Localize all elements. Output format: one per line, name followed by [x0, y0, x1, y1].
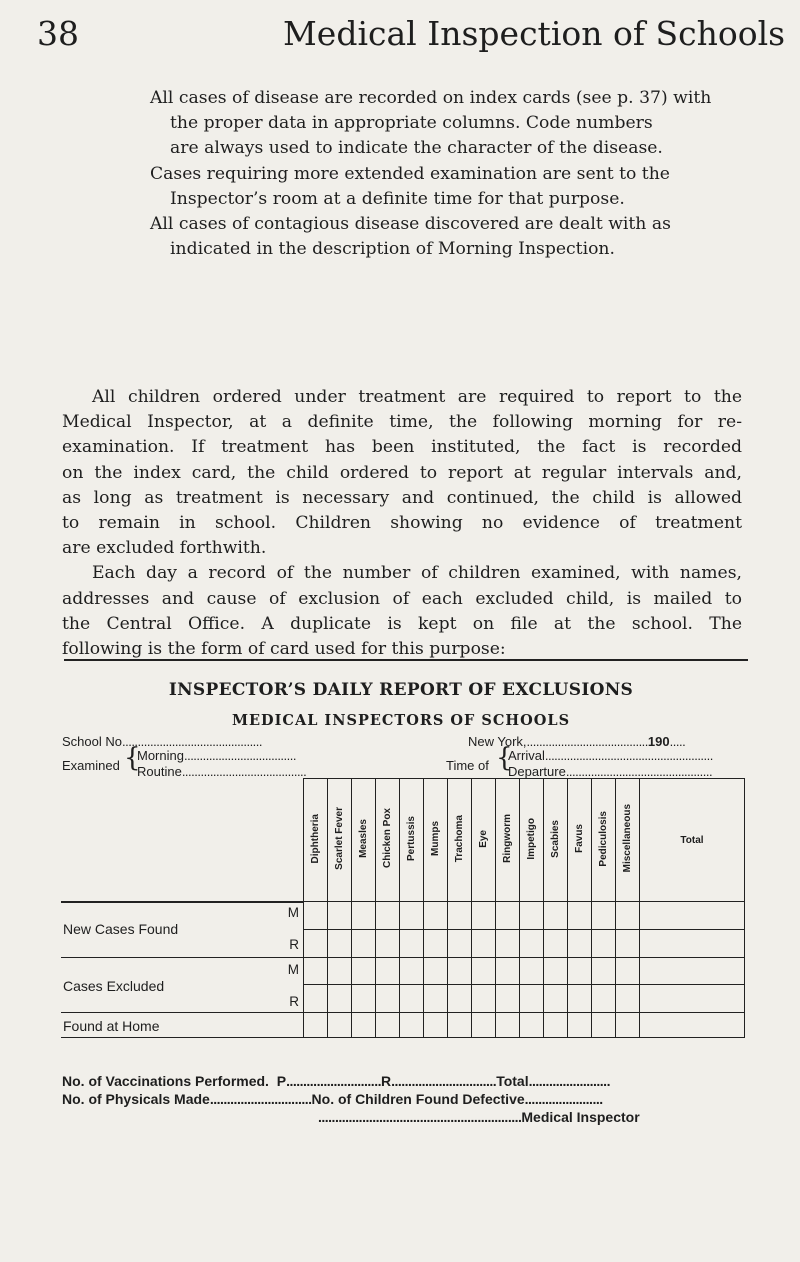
departure-label: Departure [508, 764, 566, 779]
cell [424, 902, 448, 930]
cell [568, 1012, 592, 1037]
cell [544, 957, 568, 985]
running-title: Medical Inspection of Schools [283, 14, 786, 53]
col-header: Pertussis [400, 779, 424, 902]
cell [304, 957, 328, 985]
cell [472, 902, 496, 930]
cell [448, 1012, 472, 1037]
text-line: Cases requiring more extended examination are sent to the [150, 163, 670, 184]
col-header: Trachoma [448, 779, 472, 902]
cell [400, 985, 424, 1013]
col-header: Ringworm [496, 779, 520, 902]
form-subtitle: MEDICAL INSPECTORS OF SCHOOLS [231, 712, 571, 729]
cell [328, 985, 352, 1013]
brace-glyph: { [124, 743, 141, 773]
cell [496, 902, 520, 930]
cell [376, 957, 400, 985]
text-line: the Central Office. A duplicate is kept on file at the school. The [62, 613, 742, 634]
morning-field: Morning.................................... [137, 748, 296, 763]
physicals-label: No. of Physicals Made [62, 1091, 210, 1107]
cell [304, 929, 328, 957]
cell [640, 985, 745, 1013]
cell [448, 929, 472, 957]
cell [352, 957, 376, 985]
exclusions-table [61, 778, 745, 1038]
cell [400, 929, 424, 957]
cell [328, 902, 352, 930]
cell [544, 929, 568, 957]
home-label: Found at Home [63, 1017, 160, 1034]
text-line: following is the form of card used for this purpose: [62, 639, 506, 660]
cell [544, 1012, 568, 1037]
text-line: are always used to indicate the character of the disease. [170, 138, 663, 159]
r-label: R [380, 1073, 392, 1089]
text-line: Each day a record of the number of children examined, with names, [92, 563, 742, 584]
form-title: INSPECTOR’S DAILY REPORT OF EXCLUSIONS [168, 680, 634, 700]
cell [352, 902, 376, 930]
text-line: to remain in school. Children showing no evidence of treatment [62, 513, 742, 534]
excluded-label-cell [61, 957, 304, 1012]
cell [520, 929, 544, 957]
cell [616, 1012, 640, 1037]
text-line: as long as treatment is necessary and continued, the child is allowed [62, 487, 742, 508]
cell [640, 902, 745, 930]
m-label: M [287, 904, 299, 920]
col-header: Measles [352, 779, 376, 902]
new-york-label: New York, [468, 734, 527, 749]
cell [424, 1012, 448, 1037]
arrival-label: Arrival [508, 748, 545, 763]
text-line: All children ordered under treatment are required to report to the [92, 387, 742, 407]
r-label: R [289, 936, 299, 952]
col-header: Miscellaneous [616, 779, 640, 902]
text-line: indicated in the description of Morning Inspection. [170, 239, 615, 260]
cell [496, 1012, 520, 1037]
cell [304, 1012, 328, 1037]
col-header: Favus [568, 779, 592, 902]
cell [616, 957, 640, 985]
cell [592, 929, 616, 957]
cell [328, 1012, 352, 1037]
cell [448, 902, 472, 930]
cell [520, 985, 544, 1013]
cell [376, 929, 400, 957]
col-header: Mumps [424, 779, 448, 902]
date-field: New York,.......................................190..... [468, 734, 686, 749]
col-header: Diphtheria [304, 779, 328, 902]
text-line: the proper data in appropriate columns. Code numbers [170, 113, 653, 134]
cell [376, 985, 400, 1013]
cell [520, 957, 544, 985]
col-header: Impetigo [520, 779, 544, 902]
school-no-label: School No [62, 734, 122, 749]
cell [400, 957, 424, 985]
total-header: Total [640, 779, 745, 902]
cell [496, 957, 520, 985]
vaccinations-label: No. of Vaccinations Performed. [62, 1073, 269, 1089]
vaccinations-line: No. of Vaccinations Performed. P............................R...............................Total........................ [62, 1073, 610, 1089]
cell [568, 902, 592, 930]
cell [448, 957, 472, 985]
time-of-label: Time of [446, 758, 489, 773]
cell [472, 957, 496, 985]
examined-label: Examined [62, 758, 120, 773]
cell [352, 929, 376, 957]
cell [592, 985, 616, 1013]
r-label: R [289, 993, 299, 1009]
col-header: Chicken Pox [376, 779, 400, 902]
col-header: Scarlet Fever [328, 779, 352, 902]
cell [568, 985, 592, 1013]
text-line: addresses and cause of exclusion of each excluded child, is mailed to [62, 588, 742, 609]
text-line: Medical Inspector, at a definite time, the following morning for re- [62, 412, 742, 433]
cell [376, 1012, 400, 1037]
cell [400, 902, 424, 930]
brace-glyph: { [496, 743, 513, 773]
cell [496, 929, 520, 957]
body-paragraph [62, 385, 742, 662]
cell [472, 985, 496, 1013]
new-cases-label-cell [61, 902, 304, 958]
cell [352, 985, 376, 1013]
cell [616, 902, 640, 930]
arrival-field: Arrival...................................................... [508, 748, 713, 763]
cell [496, 985, 520, 1013]
cell [304, 902, 328, 930]
routine-label: Routine [137, 764, 182, 779]
physicals-line: No. of Physicals Made..............................No. of Children Found Defective....................... [62, 1091, 603, 1107]
school-no-field: School No............................................. [62, 734, 263, 749]
col-header: Pediculosis [592, 779, 616, 902]
cell [328, 929, 352, 957]
cell [592, 957, 616, 985]
cell [640, 1012, 745, 1037]
cell [616, 985, 640, 1013]
text-line: Inspector’s room at a definite time for that purpose. [170, 188, 625, 209]
m-label: M [287, 961, 299, 977]
p-label: P [276, 1073, 287, 1089]
cell [592, 902, 616, 930]
table-row [61, 1012, 745, 1037]
text-line: All cases of disease are recorded on index cards (see p. 37) with [150, 88, 712, 108]
text-line: All cases of contagious disease discovered are dealt with as [150, 214, 671, 235]
home-label-cell [61, 1012, 304, 1037]
signature-line: ............................................................Medical Inspector [318, 1109, 640, 1125]
cell [544, 902, 568, 930]
signature-label: Medical Inspector [521, 1109, 640, 1125]
cell [304, 985, 328, 1013]
col-header: Eye [472, 779, 496, 902]
header-blank [61, 779, 304, 902]
cell [568, 957, 592, 985]
cell [400, 1012, 424, 1037]
cell [616, 929, 640, 957]
intro-paragraph [150, 86, 730, 262]
departure-field: Departure............................................... [508, 764, 713, 779]
new-cases-label: New Cases Found [63, 920, 179, 937]
defective-label: No. of Children Found Defective [311, 1091, 525, 1107]
text-line: on the index card, the child ordered to report at regular intervals and, [62, 462, 742, 483]
section-divider [64, 659, 748, 661]
cell [472, 929, 496, 957]
cell [592, 1012, 616, 1037]
cell [424, 985, 448, 1013]
cell [376, 902, 400, 930]
year-label: 190 [647, 734, 670, 749]
cell [544, 985, 568, 1013]
table-row [61, 957, 745, 985]
cell [328, 957, 352, 985]
cell [352, 1012, 376, 1037]
page-number: 38 [37, 14, 79, 53]
cell [520, 1012, 544, 1037]
col-header: Scabies [544, 779, 568, 902]
cell [424, 957, 448, 985]
cell [520, 902, 544, 930]
excluded-label: Cases Excluded [63, 977, 165, 994]
total-label: Total [496, 1073, 529, 1089]
cell [640, 957, 745, 985]
routine-field: Routine........................................ [137, 764, 307, 779]
table-row [61, 902, 745, 930]
cell [640, 929, 745, 957]
morning-label: Morning [137, 748, 184, 763]
table-header-row [61, 779, 745, 902]
cell [424, 929, 448, 957]
text-line: examination. If treatment has been instituted, the fact is recorded [62, 437, 742, 458]
cell [448, 985, 472, 1013]
cell [472, 1012, 496, 1037]
cell [568, 929, 592, 957]
text-line: are excluded forthwith. [62, 538, 267, 559]
